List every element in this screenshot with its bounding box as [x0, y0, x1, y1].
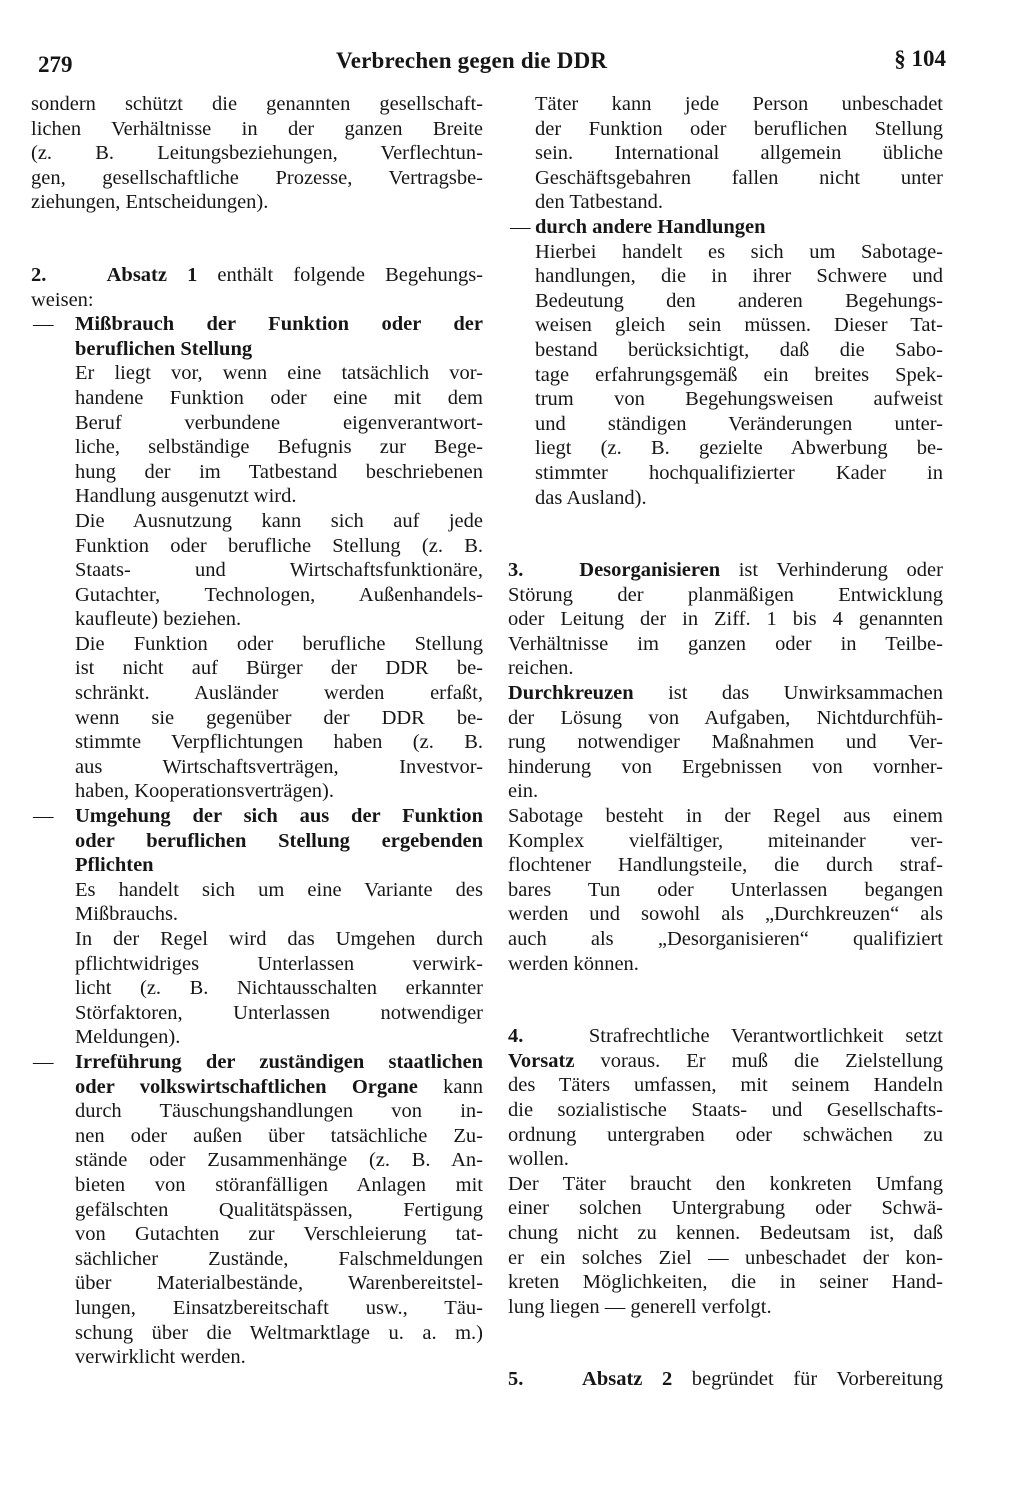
bold-term: Irreführung der zuständigen staatlichen [75, 1050, 483, 1073]
text-line: rung notwendiger Maßnahmen und Ver- [508, 731, 943, 754]
text-line: sein. International allgemein übliche [535, 142, 943, 165]
list-item-andere-handlungen [508, 215, 943, 510]
text-line: hung der im Tatbestand beschriebenen [75, 460, 483, 483]
text-line: (z. B. Leitungsbeziehungen, Verflechtun- [31, 142, 483, 165]
text-line: handene Funktion oder eine mit dem [75, 386, 483, 409]
text-line: über Materialbestände, Warenbereitstel- [75, 1272, 483, 1295]
paragraph-number: 2. [31, 263, 47, 286]
text-line: schränkt. Ausländer werden erfaßt, [75, 682, 483, 705]
bold-term: Umgehung der sich aus der Funktion [75, 805, 483, 828]
bold-term: Vorsatz [508, 1049, 575, 1072]
bold-term: Desorganisieren [579, 559, 721, 582]
text-line: des Täters umfassen, mit seinem Handeln [508, 1074, 943, 1097]
text-line: chung nicht zu kennen. Bedeutsam ist, daß [508, 1221, 943, 1244]
text-run: begründet für Vorbereitung [672, 1368, 944, 1391]
text-line: Die Ausnutzung kann sich auf jede [75, 509, 483, 532]
paragraph-number: 3. [508, 559, 524, 582]
text-line: Störung der planmäßigen Entwicklung [508, 583, 943, 606]
text-line: Beruf verbundene eigenverantwort- [75, 411, 483, 434]
text-line: stimmter hochqualifizierter Kader in [535, 461, 943, 484]
text-line: er ein solches Ziel — unbeschadet der kon- [508, 1246, 943, 1269]
text-line: weisen: [31, 288, 94, 311]
text-line: liegt (z. B. gezielte Abwerbung be- [535, 437, 943, 460]
section-number: § 104 [894, 46, 946, 71]
text-line: nen oder außen über tatsächliche Zu- [75, 1124, 483, 1147]
right-column [508, 92, 943, 1392]
text-line: In der Regel wird das Umgehen durch [75, 928, 483, 950]
text-line: Geschäftsgebahren fallen nicht unter [535, 166, 943, 189]
text-line: pflichtwidriges Unterlassen verwirk- [75, 952, 483, 975]
text-line: der Lösung von Aufgaben, Nichtdurchfüh- [508, 706, 943, 729]
continued-paragraph [508, 92, 943, 215]
text-line: Komplex vielfältiger, miteinander ver- [508, 829, 943, 852]
text-run: kann [417, 1075, 483, 1098]
text-line: bares Tun oder Unterlassen begangen [508, 878, 943, 901]
text-line: Störfaktoren, Unterlassen notwendiger [75, 1001, 483, 1024]
text-line: hinderung von Ergebnissen von vornher- [508, 755, 943, 778]
item-heading [31, 829, 483, 854]
text-line: Täter kann jede Person unbeschadet [535, 93, 943, 115]
dash-bullet: — [33, 805, 54, 828]
text-line: handlungen, die in ihrer Schwere und [535, 265, 943, 288]
page-header [30, 44, 946, 78]
text-line: stände oder Zusammenhänge (z. B. An- [75, 1149, 483, 1172]
text-line: wollen. [508, 1148, 569, 1171]
text-line: bestand berücksichtigt, daß die Sabo- [535, 338, 943, 361]
text-line: Mißbrauchs. [75, 903, 179, 926]
dash-bullet: — [33, 1050, 54, 1073]
bold-term: Durchkreuzen [508, 682, 634, 705]
text-run: Strafrechtliche Verantwortlichkeit setzt [588, 1025, 944, 1048]
text-line: liche, selbständige Befugnis zur Bege- [75, 436, 483, 459]
text-line: sondern schützt die genannten gesellschaft- [31, 93, 483, 115]
text-run: ist Verhinderung oder [720, 559, 943, 582]
running-title: Verbrechen gegen die DDR [336, 48, 608, 73]
bold-term: Mißbrauch der Funktion oder der [75, 313, 483, 336]
item-heading [31, 337, 483, 362]
text-line: Die Funktion oder berufliche Stellung [75, 632, 483, 655]
text-line: haben, Kooperationsverträgen). [75, 780, 334, 803]
text-line: ist nicht auf Bürger der DDR be- [75, 657, 483, 680]
bold-term: Absatz 1 [106, 263, 198, 286]
text-line: ein. [508, 780, 539, 803]
item-heading [31, 853, 483, 878]
text-line: ziehungen, Entscheidungen). [31, 191, 269, 214]
page-number: 279 [38, 52, 73, 77]
text-line: bieten von störanfälligen Anlagen mit [75, 1173, 483, 1196]
text-line: reichen. [508, 657, 574, 680]
bold-term: oder beruflichen Stellung ergebenden [75, 829, 483, 852]
text-line: Bedeutung den anderen Begehungs- [535, 289, 943, 312]
text-line: Es handelt sich um eine Variante des [75, 878, 483, 901]
text-line: kreten Möglichkeiten, die in seiner Hand- [508, 1271, 943, 1294]
text-line: werden können. [508, 952, 639, 975]
text-line [508, 1049, 943, 1074]
text-line: licht (z. B. Nichtausschalten erkannter [75, 977, 483, 1000]
item-heading [31, 1050, 483, 1075]
bold-term: beruflichen Stellung [75, 337, 253, 360]
paragraph-number: 4. [508, 1025, 524, 1048]
text-line: Gutachter, Technologen, Außenhandels- [75, 583, 483, 606]
text-line: gefälschten Qualitätspässen, Fertigung [75, 1198, 483, 1221]
dash-bullet: — [33, 313, 54, 336]
text-line: gen, gesellschaftliche Prozesse, Vertragsbe- [31, 166, 483, 189]
text-line: Er liegt vor, wenn eine tatsächlich vor- [75, 362, 483, 385]
item-heading [31, 1075, 483, 1100]
text-line: verwirklicht werden. [75, 1346, 246, 1369]
text-line: das Ausland). [535, 486, 647, 509]
text-line: von Gutachten zur Verschleierung tat- [75, 1223, 483, 1246]
bold-term: Absatz 2 [582, 1368, 673, 1391]
text-line [508, 681, 943, 706]
text-line: Staats- und Wirtschaftsfunktionäre, [75, 559, 483, 582]
text-line: Sabotage besteht in der Regel aus einem [508, 805, 943, 828]
left-column [31, 92, 483, 1370]
text-line: durch Täuschungshandlungen von in- [75, 1100, 483, 1123]
text-line: trum von Begehungsweisen aufweist [535, 388, 943, 411]
bold-term: oder volkswirtschaftlichen Organe [75, 1075, 418, 1098]
paragraph-3 [508, 558, 943, 976]
text-line: den Tatbestand. [535, 191, 663, 214]
text-line: Hierbei handelt es sich um Sabotage- [535, 240, 943, 263]
intro-paragraph [31, 92, 483, 215]
list-item-umgehung [31, 804, 483, 1050]
text-line: ordnung untergraben oder schwächen zu [508, 1123, 943, 1146]
list-item-irrefuehrung [31, 1050, 483, 1370]
text-line [508, 558, 943, 583]
bold-term: Pflichten [75, 854, 154, 877]
text-line: Der Täter braucht den konkreten Umfang [508, 1172, 943, 1195]
text-line: Handlung ausgenutzt wird. [75, 485, 297, 508]
paragraph-5 [508, 1367, 943, 1392]
text-line: lung liegen — generell verfolgt. [508, 1295, 772, 1318]
text-run: ist das Unwirksammachen [633, 682, 943, 705]
list-item-missbrauch [31, 312, 483, 804]
text-line: stimmte Verpflichtungen haben (z. B. [75, 731, 483, 754]
item-heading [31, 312, 483, 337]
bold-term: durch andere Handlungen [535, 215, 766, 238]
text-line: lichen Verhältnisse in der ganzen Breite [31, 117, 483, 140]
text-run: enthält folgende Begehungs- [197, 263, 484, 286]
item-heading [508, 215, 943, 240]
paragraph-number: 5. [508, 1368, 524, 1391]
text-line: Verhältnisse im ganzen oder in Teilbe- [508, 632, 943, 655]
text-line: sächlicher Zustände, Falschmeldungen [75, 1247, 483, 1270]
text-line [508, 1024, 943, 1049]
text-line: Funktion oder berufliche Stellung (z. B. [75, 534, 483, 557]
text-line: schung über die Weltmarktlage u. a. m.) [75, 1321, 483, 1344]
text-line: lungen, Einsatzbereitschaft usw., Täu- [75, 1296, 483, 1319]
text-line: wenn sie gegenüber der DDR be- [75, 706, 483, 729]
dash-bullet: — [510, 215, 531, 238]
text-line: flochtener Handlungsteile, die durch straf- [508, 854, 943, 877]
text-line: und ständigen Veränderungen unter- [535, 412, 943, 435]
text-line: einer solchen Untergrabung oder Schwä- [508, 1197, 943, 1220]
text-line: weisen gleich sein müssen. Dieser Tat- [535, 314, 943, 337]
text-line: auch als „Desorganisieren“ qualifiziert [508, 928, 943, 950]
paragraph-2 [31, 263, 483, 312]
text-line: oder Leitung der in Ziff. 1 bis 4 genannten [508, 608, 943, 631]
text-line: werden und sowohl als „Durchkreuzen“ als [508, 903, 943, 926]
text-line: die sozialistische Staats- und Gesellschafts- [508, 1098, 943, 1121]
text-line: der Funktion oder beruflichen Stellung [535, 117, 943, 140]
text-line: Meldungen). [75, 1026, 181, 1049]
item-heading [31, 804, 483, 829]
text-run: voraus. Er muß die Zielstellung [574, 1049, 943, 1072]
text-line: aus Wirtschaftsverträgen, Investvor- [75, 755, 483, 778]
paragraph-4 [508, 1024, 943, 1319]
text-line: kaufleute) beziehen. [75, 608, 242, 631]
text-line [31, 263, 483, 288]
text-line [508, 1367, 943, 1392]
text-line: tage erfahrungsgemäß ein breites Spek- [535, 363, 943, 386]
